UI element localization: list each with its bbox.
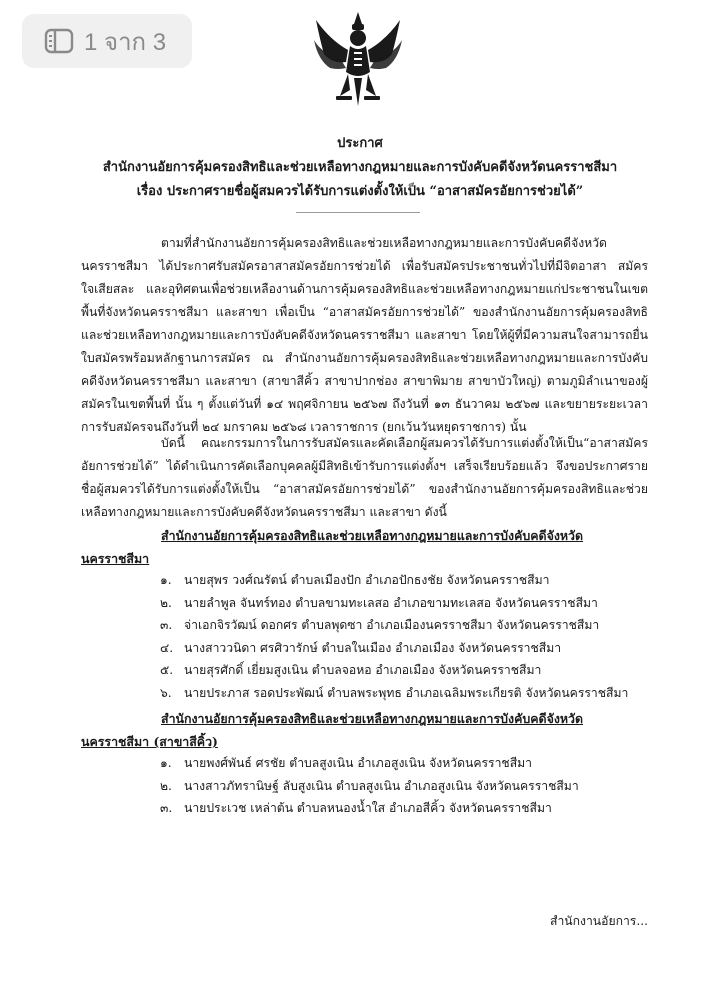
- section-title-sikhio-branch: [81, 707, 651, 753]
- paragraph-intro: [81, 232, 648, 439]
- section-title-line: สำนักงานอัยการคุ้มครองสิทธิและช่วยเหลือทางกฎหมายและการบังคับคดีจังหวัด: [161, 528, 584, 543]
- list-item: ๕. นายสุรศักดิ์ เยี่ยมสูงเนิน ตำบลจอหอ อำเภอเมือง จังหวัดนครราชสีมา: [160, 663, 542, 677]
- garuda-emblem-icon: [310, 10, 406, 110]
- paragraph-text: บัดนี้ คณะกรรมการในการรับสมัครและคัดเลือกผู้สมควรได้รับการแต่งตั้งให้เป็น“อาสาสมัครอัยการช่วยได้” ได้ดำเนินการคัดเลือกบุคคลผู้มีสิทธิเข้ารับการแต่งตั้งฯ เสร็จเรียบร้อยแล้ว จึงขอประกาศรายชื่อผู้สมควรได้รับการแต่งตั้งให้เป็น “อาสาสมัครอัยการช่วยได้” ของสำนักงานอัยการคุ้มครองสิทธิและช่วยเหลือทางกฎหมายและการบังคับคดีจังหวัดนครราชสีมา และสาขา ดังนี้: [81, 436, 648, 519]
- list-item: ๓. นายประเวช เหล่าต้น ตำบลหนองน้ำใส อำเภอสีคิ้ว จังหวัดนครราชสีมา: [160, 801, 552, 815]
- section-title-line: นครราชสีมา: [81, 551, 150, 566]
- list-item: ๔. นางสาววนิดา ศรศิวารักษ์ ตำบลในเมือง อำเภอเมือง จังหวัดนครราชสีมา: [160, 640, 562, 655]
- list-item: ๖. นายประภาส รอดประพัฒน์ ตำบลพระพุทธ อำเภอเฉลิมพระเกียรติ จังหวัดนครราชสีมา: [160, 685, 629, 700]
- page-indicator[interactable]: [22, 14, 192, 68]
- section-title-line: นครราชสีมา (สาขาสีคิ้ว): [81, 734, 218, 749]
- sidebar-icon[interactable]: [44, 28, 74, 54]
- announcement-subject: เรื่อง ประกาศรายชื่อผู้สมควรได้รับการแต่งตั้งให้เป็น “อาสาสมัครอัยการช่วยได้”: [136, 184, 584, 199]
- section-title-line: สำนักงานอัยการคุ้มครองสิทธิและช่วยเหลือทางกฎหมายและการบังคับคดีจังหวัด: [161, 711, 584, 726]
- office-name: สำนักงานอัยการคุ้มครองสิทธิและช่วยเหลือทางกฎหมายและการบังคับคดีจังหวัดนครราชสีมา: [102, 160, 618, 175]
- member-list-sikhio-branch: [160, 752, 660, 820]
- section-title-main-office: [81, 524, 651, 570]
- list-item: ๑. นายพงศ์พันธ์ ศรชัย ตำบลสูงเนิน อำเภอสูงเนิน จังหวัดนครราชสีมา: [160, 756, 533, 770]
- page-indicator-text: 1 จาก 3: [84, 28, 167, 56]
- announcement-title: ประกาศ: [337, 136, 383, 151]
- paragraph-announcement: [81, 432, 648, 524]
- continuation-text: สำนักงานอัยการ...: [550, 914, 648, 928]
- member-list-main-office: [160, 569, 660, 704]
- list-item: ๒. นายลำพูล จันทร์ทอง ตำบลขามทะเลสอ อำเภอขามทะเลสอ จังหวัดนครราชสีมา: [160, 595, 598, 610]
- paragraph-text: ตามที่สำนักงานอัยการคุ้มครองสิทธิและช่วยเหลือทางกฎหมายและการบังคับคดีจังหวัดนครราชสีมา ได้ประกาศรับสมัครอาสาสมัครอัยการช่วยได้ เพื่อรับสมัครประชาชนทั่วไปที่มีจิตอาสา สมัครใจเสียสละ และอุทิศตนเพื่อช่วยเหลืองานด้านการคุ้มครองสิทธิและช่วยเหลือทางกฎหมายแก่ประชาชนในเขตพื้นที่จังหวัดนครราชสีมา และสาขา เพื่อเป็น “อาสาสมัครอัยการช่วยได้” ของสำนักงานอัยการคุ้มครองสิทธิและช่วยเหลือทางกฎหมายและการบังคับคดีจังหวัดนครราชสีมา และสาขา โดยให้ผู้ที่มีความสนใจสามารถยื่นใบสมัครพร้อมหลักฐานการสมัคร ณ สำนักงานอัยการคุ้มครองสิทธิและช่วยเหลือทางกฎหมายและการบังคับคดีจังหวัดนครราชสีมา และสาขา (สาขาสีคิ้ว สาขาปากช่อง สาขาพิมาย สาขาบัวใหญ่) ตามภูมิลำเนาของผู้สมัครในเขตพื้นที่ นั้น ๆ ตั้งแต่วันที่ ๑๔ พฤศจิกายน ๒๕๖๗ ถึงวันที่ ๑๓ ธันวาคม ๒๕๖๗ และขยายระยะเวลาการรับสมัครจนถึงวันที่ ๒๔ มกราคม ๒๕๖๘ เวลาราชการ (ยกเว้นวันหยุดราชการ) นั้น: [81, 236, 648, 434]
- title-divider: [296, 212, 420, 213]
- list-item: ๑. นายสุพร วงศ์ณรัตน์ ตำบลเมืองปัก อำเภอปักธงชัย จังหวัดนครราชสีมา: [160, 573, 550, 587]
- list-item: ๒. นางสาวภัทรานิษฐ์ ลับสูงเนิน ตำบลสูงเนิน อำเภอสูงเนิน จังหวัดนครราชสีมา: [160, 778, 579, 793]
- list-item: ๓. จ่าเอกจิรวัฒน์ ดอกศร ตำบลพุดซา อำเภอเมืองนครราชสีมา จังหวัดนครราชสีมา: [160, 618, 600, 632]
